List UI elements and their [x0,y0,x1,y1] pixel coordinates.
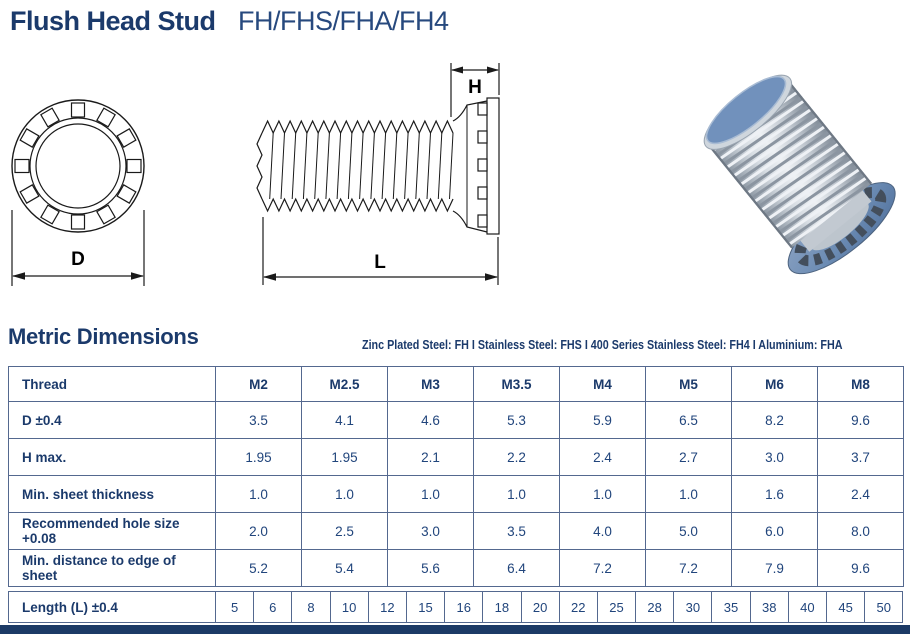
length-value-cell: 10 [330,592,368,623]
value-cell: 9.6 [818,402,904,439]
value-cell: 5.3 [474,402,560,439]
value-cell: 1.6 [732,476,818,513]
value-cell: 2.4 [818,476,904,513]
stud-head-profile [453,98,499,234]
value-cell: 1.0 [216,476,302,513]
value-cell: 3.0 [732,439,818,476]
value-cell: 1.0 [560,476,646,513]
value-cell: 6.5 [646,402,732,439]
value-cell: 1.95 [216,439,302,476]
row-label: D ±0.4 [9,402,216,439]
value-cell: 2.7 [646,439,732,476]
table-row [9,439,904,476]
value-cell: 7.9 [732,550,818,587]
value-cell: 6.0 [732,513,818,550]
flange-plate [487,98,499,234]
section-heading: Metric Dimensions [8,324,199,349]
outer-flange-circle [12,100,144,232]
value-cell: 3.5 [216,402,302,439]
length-value-cell: 40 [788,592,826,623]
table-row [9,513,904,550]
value-cell: 3.0 [388,513,474,550]
length-value-cell: 5 [216,592,254,623]
page-title: Flush Head Stud [10,6,216,36]
length-value-cell: 50 [865,592,903,623]
side-view-drawing [237,55,507,295]
length-value-cell: 6 [254,592,292,623]
head-height-dimension-label: H [468,77,482,98]
length-value-cell: 18 [483,592,521,623]
materials-note: Zinc Plated Steel: FH I Stainless Steel: FHS I 400 Series Stainless Steel: FH4 I Aluminium: FHA [362,338,843,352]
length-value-cell: 35 [712,592,750,623]
value-cell: 4.0 [560,513,646,550]
row-label: Min. sheet thickness [9,476,216,513]
column-header: M4 [560,367,646,402]
product-codes: FH/FHS/FHA/FH4 [238,6,449,36]
value-cell: 4.1 [302,402,388,439]
length-value-cell: 30 [674,592,712,623]
table-row [9,476,904,513]
length-table [8,591,903,623]
value-cell: 5.2 [216,550,302,587]
value-cell: 8.0 [818,513,904,550]
value-cell: 1.0 [388,476,474,513]
length-value-cell: 28 [636,592,674,623]
column-header-thread: Thread [9,367,216,402]
column-header: M6 [732,367,818,402]
shank-circle [36,124,120,208]
value-cell: 7.2 [646,550,732,587]
length-dimension-label: L [374,252,386,273]
value-cell: 8.2 [732,402,818,439]
column-header: M5 [646,367,732,402]
column-header: M2 [216,367,302,402]
column-header: M2.5 [302,367,388,402]
value-cell: 2.5 [302,513,388,550]
length-value-cell: 15 [406,592,444,623]
row-label: Recommended hole size +0.08 [9,513,216,550]
value-cell: 1.0 [646,476,732,513]
column-header: M3.5 [474,367,560,402]
value-cell: 5.0 [646,513,732,550]
table-header-row [9,367,904,402]
value-cell: 1.95 [302,439,388,476]
value-cell: 9.6 [818,550,904,587]
value-cell: 2.2 [474,439,560,476]
front-view-drawing [4,62,154,294]
column-header: M8 [818,367,904,402]
value-cell: 2.1 [388,439,474,476]
footer-bar [0,625,910,634]
head-serration-teeth [478,103,487,227]
value-cell: 1.0 [302,476,388,513]
value-cell: 2.0 [216,513,302,550]
serration-teeth [15,103,141,229]
length-value-cell: 16 [445,592,483,623]
length-dimension-lines [263,217,498,285]
value-cell: 6.4 [474,550,560,587]
value-cell: 4.6 [388,402,474,439]
length-value-cell: 22 [559,592,597,623]
length-row [9,592,903,623]
length-value-cell: 38 [750,592,788,623]
length-value-cell: 45 [827,592,865,623]
value-cell: 7.2 [560,550,646,587]
value-cell: 1.0 [474,476,560,513]
length-value-cell: 12 [368,592,406,623]
diameter-dimension-label: D [71,249,85,270]
length-value-cell: 25 [597,592,635,623]
value-cell: 2.4 [560,439,646,476]
row-label: Min. distance to edge of sheet [9,550,216,587]
length-value-cell: 8 [292,592,330,623]
column-header: M3 [388,367,474,402]
value-cell: 3.7 [818,439,904,476]
value-cell: 5.4 [302,550,388,587]
row-label: H max. [9,439,216,476]
table-row [9,550,904,587]
metric-dimensions-table [8,366,904,587]
value-cell: 5.6 [388,550,474,587]
value-cell: 3.5 [474,513,560,550]
table-row [9,402,904,439]
length-label: Length (L) ±0.4 [9,592,216,623]
stud-photo-3d [662,48,907,300]
value-cell: 5.9 [560,402,646,439]
thread-profile [257,121,453,211]
inner-ring-circle [30,118,126,214]
length-value-cell: 20 [521,592,559,623]
